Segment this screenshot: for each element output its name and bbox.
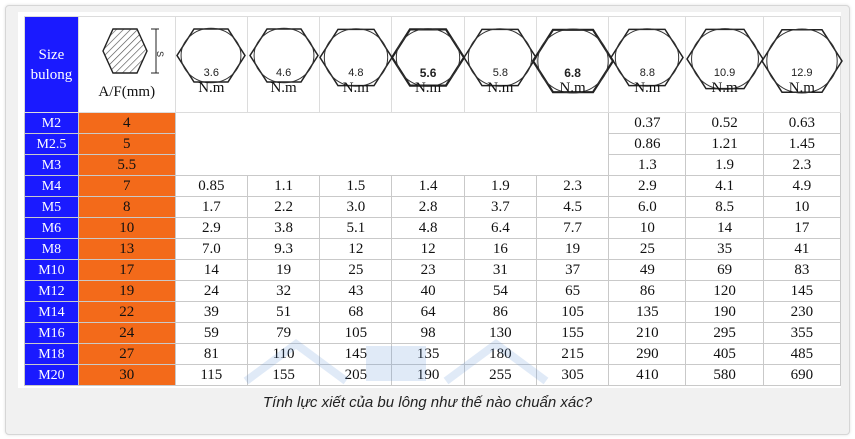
torque-value-cell: 205	[320, 365, 392, 386]
torque-value-cell: 155	[247, 365, 319, 386]
bolt-size-cell: M14	[25, 302, 79, 323]
table-row	[25, 197, 841, 218]
grade-label: 12.9	[791, 67, 813, 79]
watermark-logo	[236, 336, 566, 386]
torque-value-cell: 6.0	[609, 197, 686, 218]
torque-value-cell: 4.9	[763, 176, 840, 197]
torque-value-cell: 1.7	[175, 197, 247, 218]
torque-value-cell: 2.2	[247, 197, 319, 218]
torque-value-cell: 3.7	[464, 197, 536, 218]
grade-header-5-8	[464, 17, 536, 113]
size-header-line1: Size	[38, 46, 65, 63]
bolt-size-cell: M16	[25, 323, 79, 344]
torque-value-cell: 54	[464, 281, 536, 302]
torque-value-cell: 51	[247, 302, 319, 323]
torque-value-cell: 79	[247, 323, 319, 344]
bolt-size-cell: M3	[25, 155, 79, 176]
torque-value-cell: 31	[464, 260, 536, 281]
torque-value-cell: 0.85	[175, 176, 247, 197]
af-header-label: A/F(mm)	[98, 84, 156, 100]
grade-header-6-8	[536, 17, 608, 113]
torque-value-cell: 2.8	[392, 197, 464, 218]
torque-value-cell: 5.1	[320, 218, 392, 239]
torque-value-cell: 135	[609, 302, 686, 323]
unit-label: N.m	[634, 80, 661, 96]
torque-value-cell: 3.8	[247, 218, 319, 239]
torque-value-cell: 14	[686, 218, 763, 239]
torque-value-cell: 49	[609, 260, 686, 281]
torque-value-cell: 37	[536, 260, 608, 281]
torque-value-cell: 2.3	[536, 176, 608, 197]
torque-value-cell: 215	[536, 344, 608, 365]
torque-value-cell: 65	[536, 281, 608, 302]
torque-value-cell: 4.5	[536, 197, 608, 218]
torque-value-cell: 19	[247, 260, 319, 281]
torque-value-cell: 1.21	[686, 134, 763, 155]
torque-value-cell: 190	[686, 302, 763, 323]
bolt-size-cell: M10	[25, 260, 79, 281]
grade-label: 5.8	[492, 67, 508, 79]
bolt-size-cell: M6	[25, 218, 79, 239]
torque-value-cell: 135	[392, 344, 464, 365]
bolt-size-cell: M4	[25, 176, 79, 197]
torque-value-cell: 2.9	[175, 218, 247, 239]
torque-value-cell: 23	[392, 260, 464, 281]
torque-value-cell: 1.3	[609, 155, 686, 176]
table-row	[25, 113, 841, 134]
table-row	[25, 302, 841, 323]
torque-value-cell: 1.45	[763, 134, 840, 155]
af-cell: 7	[78, 176, 175, 197]
torque-value-cell: 190	[392, 365, 464, 386]
bolt-size-cell: M5	[25, 197, 79, 218]
af-cell: 24	[78, 323, 175, 344]
torque-value-cell: 1.1	[247, 176, 319, 197]
grade-label: 8.8	[639, 67, 655, 79]
torque-value-cell: 210	[609, 323, 686, 344]
unit-label: N.m	[198, 80, 225, 96]
torque-value-cell: 0.63	[763, 113, 840, 134]
torque-value-cell: 16	[464, 239, 536, 260]
table-row	[25, 260, 841, 281]
grade-header-5-6	[392, 17, 464, 113]
torque-value-cell: 230	[763, 302, 840, 323]
torque-value-cell: 1.9	[686, 155, 763, 176]
torque-value-cell: 110	[247, 344, 319, 365]
af-cell: 17	[78, 260, 175, 281]
bolt-size-cell: M2	[25, 113, 79, 134]
torque-value-cell: 295	[686, 323, 763, 344]
unit-label: N.m	[414, 80, 442, 96]
table-row	[25, 218, 841, 239]
grade-header-12-9	[763, 17, 840, 113]
hex-section-icon	[89, 21, 167, 83]
grade-header-3-6	[175, 17, 247, 113]
torque-value-cell: 25	[320, 260, 392, 281]
torque-value-cell: 145	[320, 344, 392, 365]
torque-table-image	[18, 12, 841, 388]
table-row	[25, 176, 841, 197]
unit-label: N.m	[487, 80, 514, 96]
torque-value-cell: 4.1	[686, 176, 763, 197]
grade-label: 3.6	[203, 67, 219, 79]
torque-value-cell: 83	[763, 260, 840, 281]
torque-value-cell: 9.3	[247, 239, 319, 260]
grade-label: 10.9	[713, 67, 736, 79]
af-cell: 4	[78, 113, 175, 134]
torque-value-cell: 405	[686, 344, 763, 365]
grade-header-8-8	[609, 17, 686, 113]
torque-value-cell: 12	[392, 239, 464, 260]
torque-value-cell: 115	[175, 365, 247, 386]
torque-value-cell: 105	[320, 323, 392, 344]
torque-value-cell: 14	[175, 260, 247, 281]
torque-value-cell: 145	[763, 281, 840, 302]
bolt-torque-table	[24, 16, 841, 386]
af-cell: 27	[78, 344, 175, 365]
torque-value-cell: 41	[763, 239, 840, 260]
af-dim-mark: S	[154, 51, 165, 58]
image-frame	[5, 5, 850, 435]
torque-value-cell: 8.5	[686, 197, 763, 218]
af-cell: 30	[78, 365, 175, 386]
bolt-size-cell: M18	[25, 344, 79, 365]
torque-value-cell: 1.5	[320, 176, 392, 197]
unit-label: N.m	[270, 80, 297, 96]
torque-value-cell: 6.4	[464, 218, 536, 239]
torque-value-cell: 290	[609, 344, 686, 365]
grade-label: 4.8	[348, 67, 364, 79]
grade-label: 4.6	[275, 67, 292, 79]
af-cell: 5.5	[78, 155, 175, 176]
torque-value-cell: 7.7	[536, 218, 608, 239]
torque-value-cell: 25	[609, 239, 686, 260]
torque-value-cell: 59	[175, 323, 247, 344]
torque-value-cell: 0.86	[609, 134, 686, 155]
torque-value-cell: 32	[247, 281, 319, 302]
af-cell: 8	[78, 197, 175, 218]
torque-value-cell: 43	[320, 281, 392, 302]
header-row	[25, 17, 841, 113]
torque-value-cell: 81	[175, 344, 247, 365]
torque-value-cell: 305	[536, 365, 608, 386]
torque-value-cell: 2.3	[763, 155, 840, 176]
torque-value-cell: 2.9	[609, 176, 686, 197]
torque-value-cell: 1.9	[464, 176, 536, 197]
unit-label: N.m	[559, 80, 586, 96]
af-cell: 10	[78, 218, 175, 239]
torque-value-cell: 86	[609, 281, 686, 302]
table-row	[25, 281, 841, 302]
image-caption: Tính lực xiết của bu lông như thế nào chuẩn xác?	[262, 394, 593, 411]
grade-header-4-8	[320, 17, 392, 113]
torque-value-cell: 580	[686, 365, 763, 386]
empty-region	[175, 113, 609, 176]
grade-header-4-6	[247, 17, 319, 113]
torque-value-cell: 86	[464, 302, 536, 323]
torque-value-cell: 19	[536, 239, 608, 260]
torque-value-cell: 255	[464, 365, 536, 386]
bolt-size-cell: M2.5	[25, 134, 79, 155]
torque-value-cell: 10	[763, 197, 840, 218]
torque-value-cell: 120	[686, 281, 763, 302]
torque-value-cell: 1.4	[392, 176, 464, 197]
torque-value-cell: 69	[686, 260, 763, 281]
torque-value-cell: 355	[763, 323, 840, 344]
torque-value-cell: 0.37	[609, 113, 686, 134]
torque-value-cell: 40	[392, 281, 464, 302]
torque-value-cell: 64	[392, 302, 464, 323]
table-row	[25, 239, 841, 260]
torque-value-cell: 180	[464, 344, 536, 365]
torque-value-cell: 410	[609, 365, 686, 386]
unit-label: N.m	[711, 80, 738, 96]
torque-value-cell: 7.0	[175, 239, 247, 260]
torque-value-cell: 690	[763, 365, 840, 386]
torque-value-cell: 10	[609, 218, 686, 239]
torque-value-cell: 35	[686, 239, 763, 260]
af-cell: 5	[78, 134, 175, 155]
torque-value-cell: 98	[392, 323, 464, 344]
bolt-size-cell: M20	[25, 365, 79, 386]
size-header	[25, 17, 79, 113]
grade-label: 5.6	[419, 66, 437, 80]
torque-value-cell: 68	[320, 302, 392, 323]
torque-value-cell: 0.52	[686, 113, 763, 134]
torque-value-cell: 155	[536, 323, 608, 344]
af-header	[78, 17, 175, 113]
torque-value-cell: 130	[464, 323, 536, 344]
torque-value-cell: 485	[763, 344, 840, 365]
torque-value-cell: 3.0	[320, 197, 392, 218]
torque-value-cell: 4.8	[392, 218, 464, 239]
af-cell: 13	[78, 239, 175, 260]
torque-value-cell: 24	[175, 281, 247, 302]
af-cell: 19	[78, 281, 175, 302]
torque-value-cell: 17	[763, 218, 840, 239]
torque-value-cell: 105	[536, 302, 608, 323]
unit-label: N.m	[788, 80, 815, 96]
size-header-line2: bulong	[30, 66, 73, 83]
unit-label: N.m	[342, 80, 369, 96]
grade-header-10-9	[686, 17, 763, 113]
af-cell: 22	[78, 302, 175, 323]
bolt-size-cell: M12	[25, 281, 79, 302]
grade-label: 6.8	[564, 66, 581, 80]
torque-value-cell: 39	[175, 302, 247, 323]
bolt-size-cell: M8	[25, 239, 79, 260]
torque-value-cell: 12	[320, 239, 392, 260]
